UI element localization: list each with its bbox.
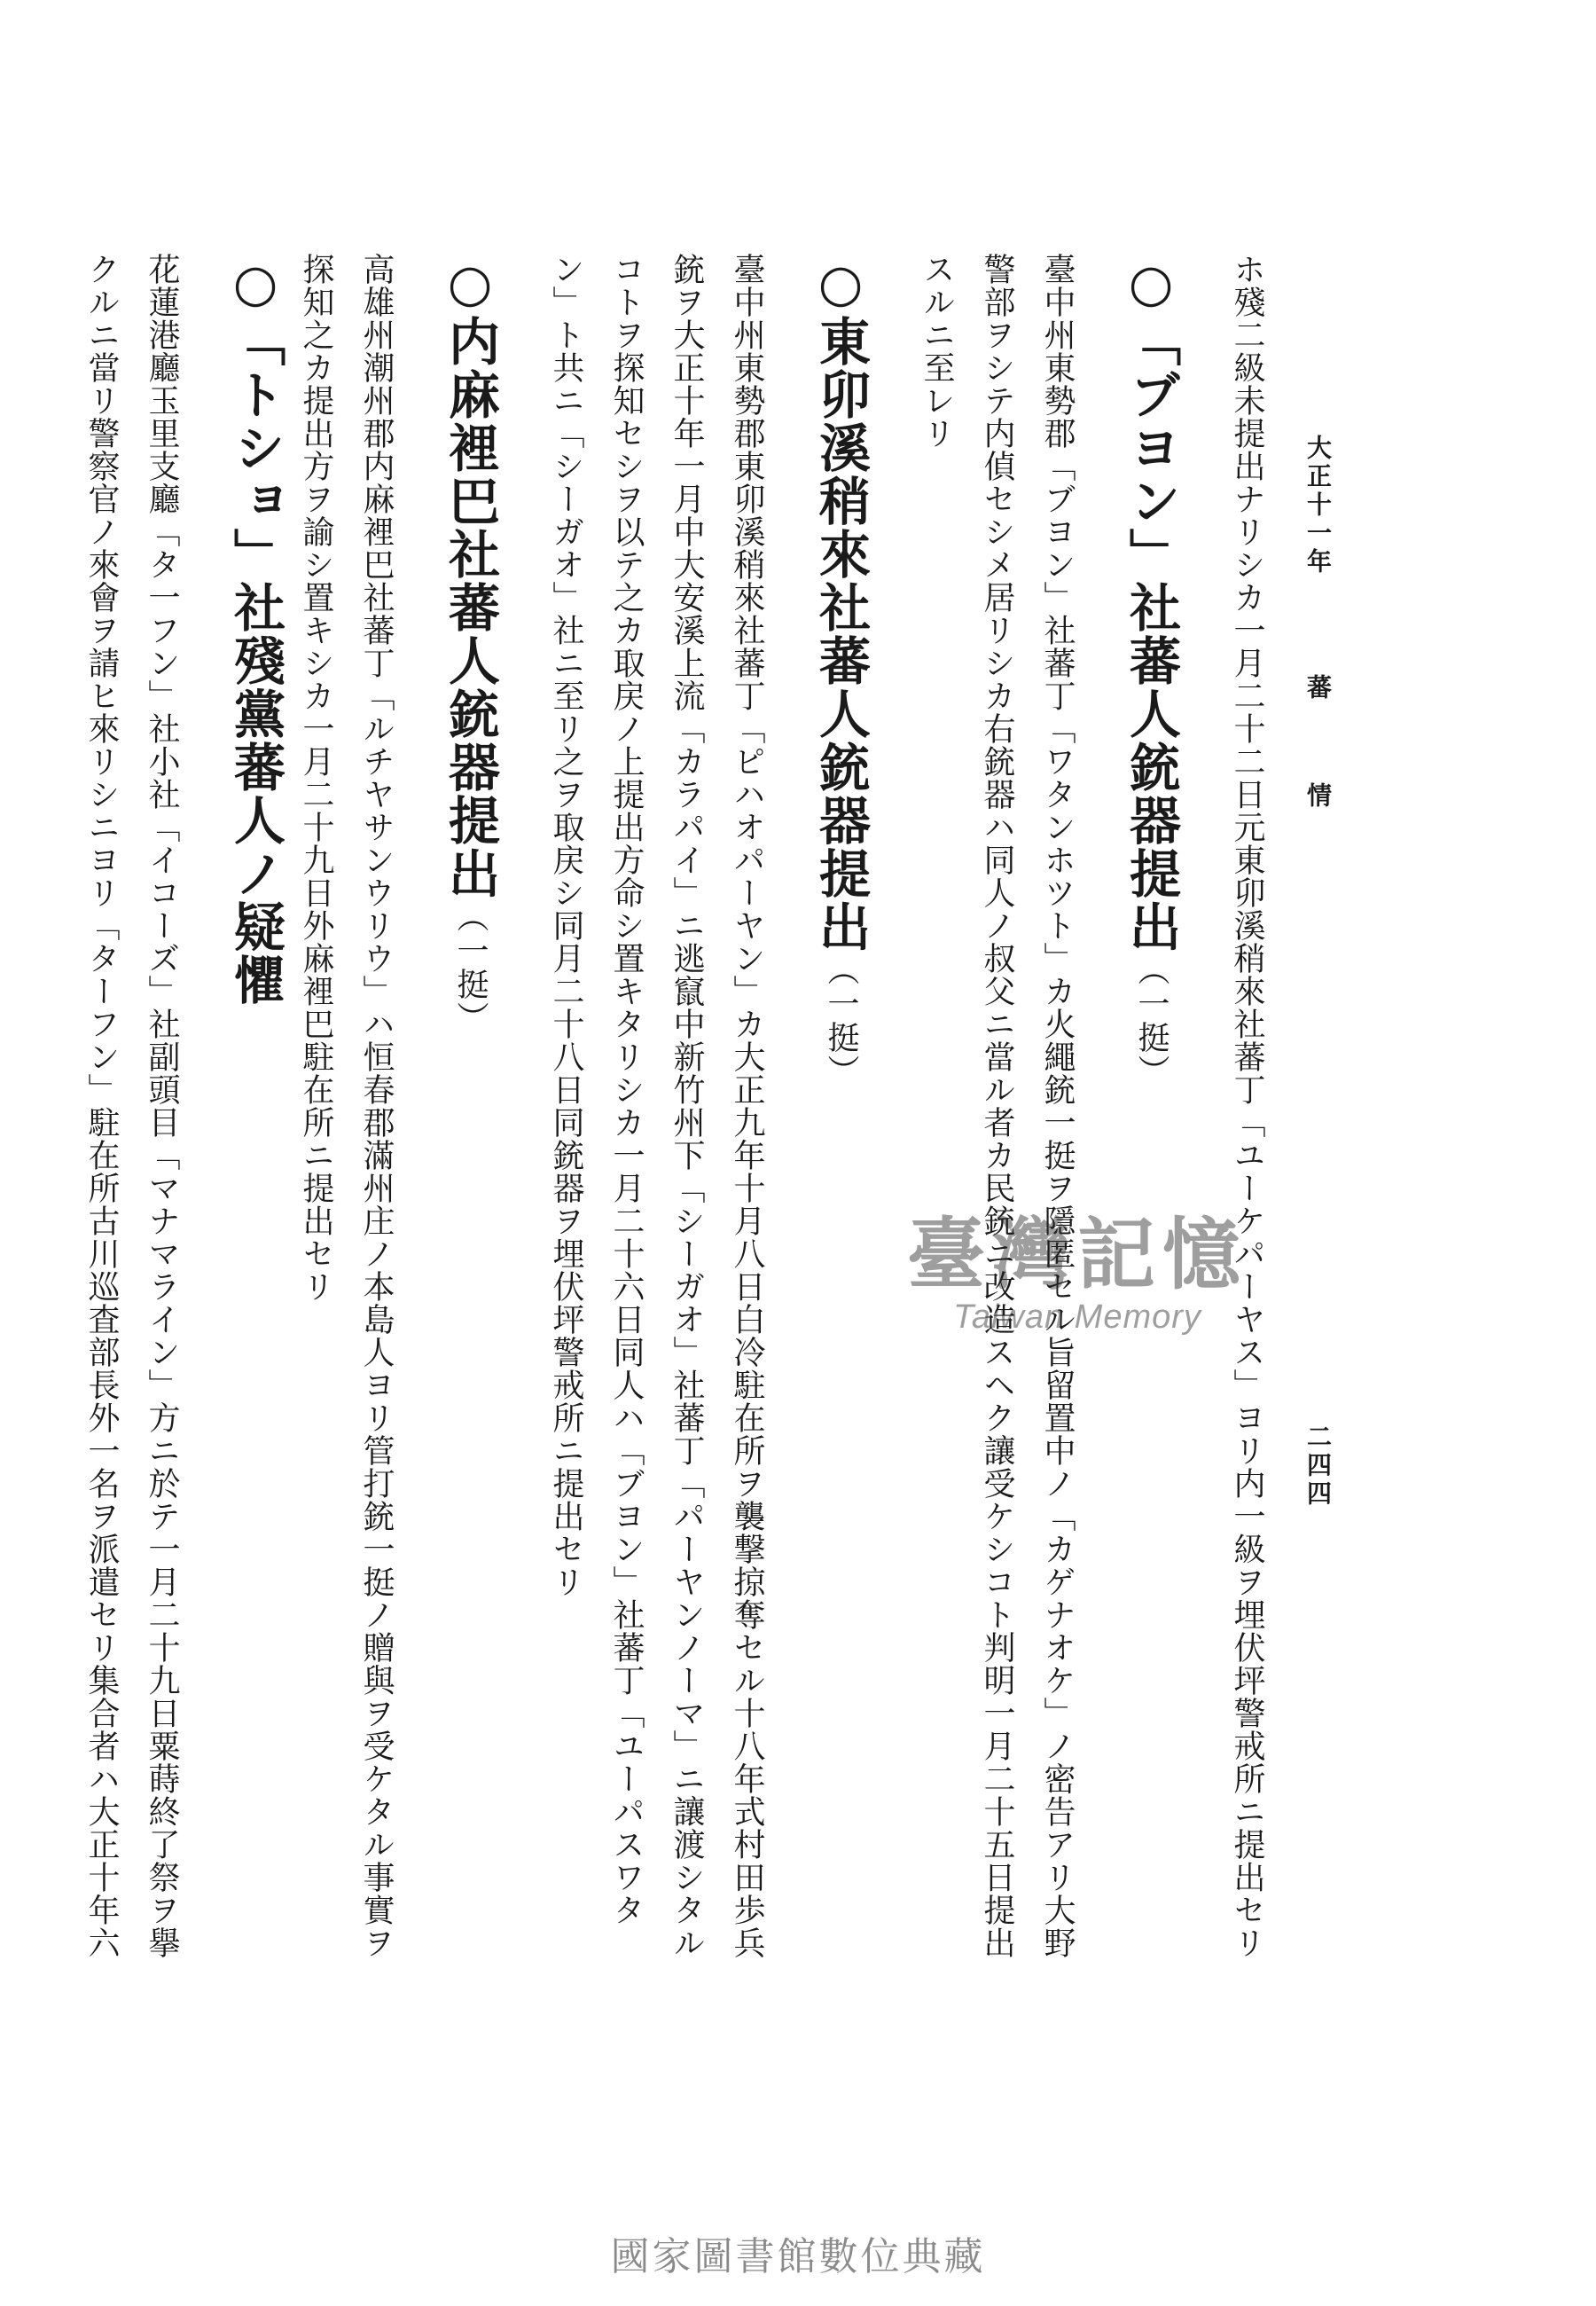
text-line: 高雄州潮州郡内麻裡巴社蕃丁「ルチヤサンウリウ」ハ恒春郡滿州庄ノ本島人ヨリ管打銃一挺ノ贈與ヲ受ケタル事實ヲ [358, 253, 395, 1959]
page-number: 二四四 [1303, 1424, 1333, 1509]
text-line: ン」ト共ニ「シーガオ」社ニ至リ之ヲ取戻シ同月二十八日同銃器ヲ埋伏坪警戒所ニ提出セリ [548, 253, 584, 1598]
running-head-year: 大正十一年 [1303, 435, 1333, 576]
heading-count: （一挺） [1133, 953, 1170, 1088]
section-heading-naimaliba [440, 253, 536, 2027]
running-head-word-2: 情 [1303, 782, 1333, 811]
section-heading-buyon [1121, 253, 1217, 2027]
heading-title: ○東卯溪稍來社蕃人銃器提出 [810, 253, 871, 953]
text-line: 臺中州東勢郡東卯溪稍來社蕃丁「ピハオパーヤン」カ大正九年十月八日白冷駐在所ヲ襲撃掠奪セル十八年式村田歩兵 [729, 253, 765, 1959]
section-heading-tomaokei [810, 253, 906, 2027]
text-line: 銃ヲ大正十年一月中大安溪上流「カラパイ」ニ逃竄中新竹州下「シーガオ」社蕃丁「パーヤンノーマ」ニ讓渡シタル [669, 253, 705, 1959]
heading-title: ○「トショ」社殘黨蕃人ノ疑懼 [225, 253, 286, 1007]
document-body [71, 253, 1277, 2027]
watermark-cjk: 臺灣記憶 [906, 1208, 1248, 1300]
watermark-en: Taiwan Memory [953, 1298, 1201, 1336]
heading-title: ○内麻裡巴社蕃人銃器提出 [440, 253, 500, 900]
text-line: 花蓮港廳玉里支廳「タ一フン」社小社「イコーズ」社副頭目「マナマライン」方ニ於テ一月二十九日粟蒔終了祭ヲ擧 [144, 253, 180, 1959]
running-head [1303, 435, 1333, 811]
text-line: 探知之カ提出方ヲ諭シ置キシカ一月二十九日外麻裡巴駐在所ニ提出セリ [298, 253, 334, 1303]
heading-title: ○「ブヨン」社蕃人銃器提出 [1121, 253, 1181, 953]
text-line: ホ殘二級未提出ナリシカ一月二十二日元東卯溪稍來社蕃丁「ユーケパーヤス」ヨリ内一級ヲ埋伏坪警戒所ニ提出セリ [1229, 253, 1265, 1959]
running-head-word-1: 蕃 [1303, 674, 1333, 702]
text-line: スルニ至レリ [919, 253, 955, 450]
section-heading-tosho [225, 253, 286, 2027]
heading-count: （一挺） [823, 953, 859, 1088]
text-line: 臺中州東勢郡「ブヨン」社蕃丁「ワタンホツト」カ火繩銃一挺ヲ隱匿セル旨留置中ノ「カゲナオケ」ノ密告アリ大野 [1039, 253, 1076, 1959]
text-line: コトヲ探知セシヲ以テ之カ取戻ノ上提出方命シ置キタリシカ一月二十六日同人ハ「ブヨン」社蕃丁「ユーパスワタ [608, 253, 645, 1926]
heading-count: （一挺） [452, 900, 489, 1035]
text-line: クルニ當リ警察官ノ來會ヲ請ヒ來リシニヨリ「ターフン」駐在所古川巡査部長外一名ヲ派遣セリ集合者ハ大正十年六 [83, 253, 120, 1959]
footer-archive-label: 國家圖書館數位典藏 [610, 2234, 986, 2279]
text-line: 警部ヲシテ内偵セシメ居リシカ右銃器ハ同人ノ叔父ニ當ル者カ民銃ニ改造スヘク讓受ケシコト判明一月二十五日提出 [979, 253, 1015, 1959]
